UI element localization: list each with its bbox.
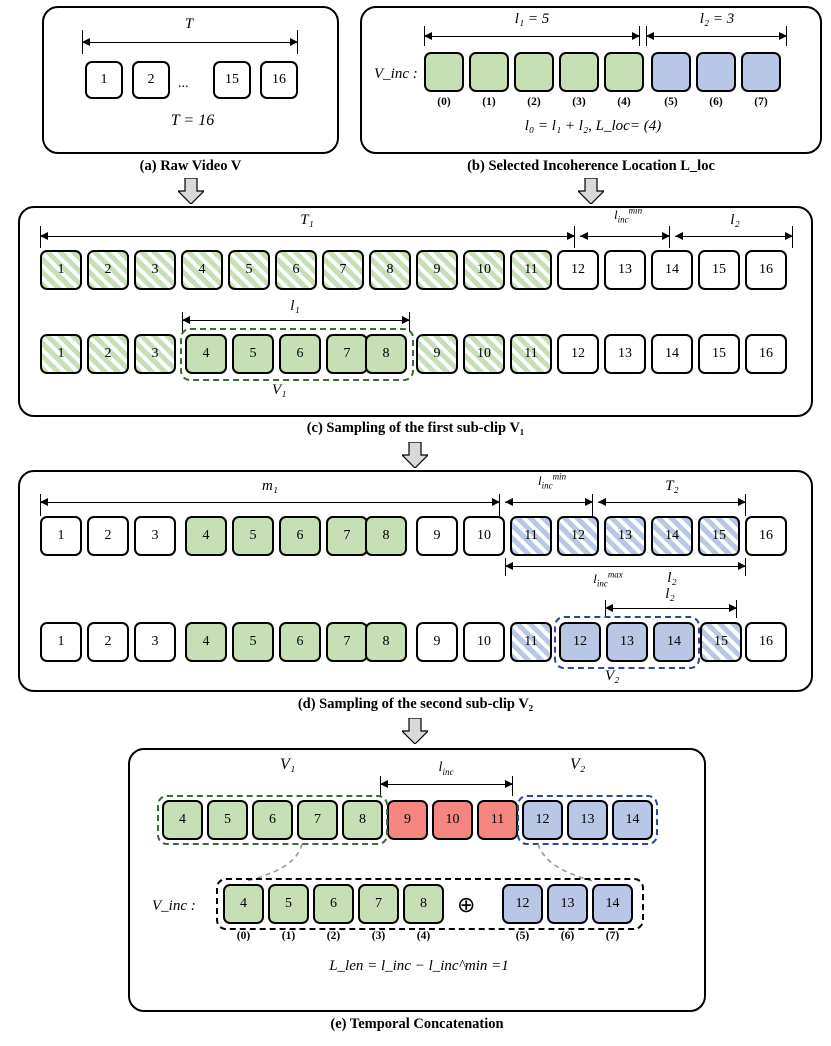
- concat-plus-icon: ⊕: [457, 892, 476, 917]
- cell-c2-1: 1: [40, 334, 82, 374]
- measure-a-T-tick-left: [82, 30, 83, 54]
- measure-b-l1-label: l₁ = 5: [514, 11, 550, 27]
- panel-e-vinc-label: V_inc :: [152, 898, 196, 914]
- cell-d1-1: 1: [40, 516, 82, 556]
- cell-c2-6: 6: [279, 334, 321, 374]
- cell-d1-5: 5: [232, 516, 274, 556]
- measure-d-lincmin-tick-right: [592, 494, 593, 516]
- cell-d2-14: 14: [653, 622, 695, 662]
- measure-b-l1-tick-left: [424, 26, 425, 46]
- measure-d-lincmax-label: $l_{inc}^{max}$: [593, 570, 623, 589]
- measure-c-T1-label: T₁: [300, 212, 314, 228]
- panel-b: [360, 6, 822, 154]
- cell-e2-14: 14: [592, 884, 633, 924]
- cell-e1-5: 5: [207, 800, 248, 840]
- measure-b-l1-line: [424, 36, 640, 37]
- cell-e1-14: 14: [612, 800, 653, 840]
- panel-e-label-v2: V₂: [570, 756, 586, 773]
- measure-a-T-tick-right: [297, 30, 298, 54]
- flow-arrow-a-to-c: [178, 178, 204, 204]
- cell-a-2: 2: [132, 61, 170, 99]
- cell-d2-5: 5: [232, 622, 274, 662]
- measure-d-m1-tick-left: [40, 494, 41, 516]
- group-box-v2: [517, 795, 658, 845]
- measure-c-lincmin-arrow-left: [580, 232, 588, 240]
- measure-c-T1-tick-left: [40, 226, 41, 248]
- cell-b-7: [741, 52, 781, 92]
- measure-b-l2-tick-right: [786, 26, 787, 46]
- index-b-3: (3): [572, 96, 586, 108]
- caption-a: (a) Raw Video V: [139, 158, 242, 174]
- cell-c2-15: 15: [698, 334, 740, 374]
- cell-d2-1: 1: [40, 622, 82, 662]
- measure-c-lincmin-label: $l_{inc}^{min}$: [613, 206, 643, 225]
- cell-d1-11: 11: [510, 516, 552, 556]
- cell-c2-3: 3: [134, 334, 176, 374]
- cell-d2-16: 16: [745, 622, 787, 662]
- measure-c-lincmin-line: [580, 236, 670, 237]
- measure-b-l2-tick-left: [646, 26, 647, 46]
- selection-label-v2: V₂: [605, 668, 620, 684]
- cell-c1-3: 3: [134, 250, 176, 290]
- index-e-6: (6): [560, 930, 575, 942]
- measure-d-T2-arrow-left: [598, 498, 606, 506]
- cell-d1-9: 9: [416, 516, 458, 556]
- index-b-0: (0): [437, 96, 451, 108]
- index-e-7: (7): [605, 930, 620, 942]
- measure-d-T2-tick-right: [745, 494, 746, 516]
- measure-d-lincmax-arrow-left: [505, 562, 513, 570]
- cell-e2-8: 8: [403, 884, 444, 924]
- cell-c1-1: 1: [40, 250, 82, 290]
- cell-d1-6: 6: [279, 516, 321, 556]
- measure-d-l2r1-label: l₂: [667, 570, 677, 586]
- cell-e1-10: 10: [432, 800, 473, 840]
- index-e-5: (5): [515, 930, 530, 942]
- measure-c-l1-label: l₁: [290, 298, 300, 314]
- flow-arrow-b-to-c: [578, 178, 604, 204]
- cell-e2-7: 7: [358, 884, 399, 924]
- cell-d2-12: 12: [559, 622, 601, 662]
- cell-c1-11: 11: [510, 250, 552, 290]
- measure-e-linc-tick-right: [512, 776, 513, 796]
- cell-c2-5: 5: [232, 334, 274, 374]
- cell-c1-14: 14: [651, 250, 693, 290]
- cell-b-5: [651, 52, 691, 92]
- measure-d-l2-line: [605, 608, 737, 609]
- cell-c2-12: 12: [557, 334, 599, 374]
- measure-c-l1-line: [182, 320, 410, 321]
- measure-c-T1-tick-right: [574, 226, 575, 248]
- cell-e2-4: 4: [223, 884, 264, 924]
- cell-e1-11: 11: [477, 800, 518, 840]
- concat-result-box: [216, 878, 644, 930]
- measure-d-T2-label: T₂: [665, 478, 679, 494]
- measure-c-l2-line: [675, 236, 793, 237]
- cell-c1-7: 7: [322, 250, 364, 290]
- measure-d-m1-line: [40, 502, 500, 503]
- index-b-2: (2): [527, 96, 541, 108]
- measure-c-lincmin-tick-right: [669, 226, 670, 248]
- measure-e-linc-arrow-left: [380, 780, 388, 788]
- cell-e1-4: 4: [162, 800, 203, 840]
- measure-a-T-line: [82, 42, 298, 43]
- measure-b-l1-tick-right: [639, 26, 640, 46]
- cell-c2-16: 16: [745, 334, 787, 374]
- measure-c-l2-arrow-left: [675, 232, 683, 240]
- cell-d1-15: 15: [698, 516, 740, 556]
- measure-b-l2-line: [646, 36, 787, 37]
- cell-e1-7: 7: [297, 800, 338, 840]
- measure-b-l1-arrow-left: [424, 32, 432, 40]
- panel-d: [18, 470, 813, 692]
- cell-d2-7: 7: [326, 622, 368, 662]
- panel-c: [18, 206, 813, 417]
- cell-c1-15: 15: [698, 250, 740, 290]
- cell-c2-13: 13: [604, 334, 646, 374]
- measure-d-m1-label: m₁: [261, 478, 279, 494]
- cell-d1-10: 10: [463, 516, 505, 556]
- measure-b-l2-arrow-left: [646, 32, 654, 40]
- panel-a: [42, 6, 339, 154]
- cell-e1-9: 9: [387, 800, 428, 840]
- cell-b-3: [559, 52, 599, 92]
- cell-e1-6: 6: [252, 800, 293, 840]
- selection-box-v1: [180, 328, 414, 381]
- cell-e2-6: 6: [313, 884, 354, 924]
- index-b-5: (5): [664, 96, 678, 108]
- measure-e-linc-tick-left: [380, 776, 381, 796]
- panel-b-bottom-label: l₀ = l₁ + l₂, L_loc= (4): [524, 118, 662, 134]
- cell-c1-9: 9: [416, 250, 458, 290]
- cell-b-0: [424, 52, 464, 92]
- cell-d2-15: 15: [700, 622, 742, 662]
- caption-e: (e) Temporal Concatenation: [330, 1016, 504, 1032]
- index-e-1: (1): [281, 930, 296, 942]
- measure-a-T-arrow-left: [82, 38, 90, 46]
- measure-e-linc-line: [380, 784, 513, 785]
- cell-d2-2: 2: [87, 622, 129, 662]
- measure-d-l2-label: l₂: [665, 586, 675, 602]
- cell-d2-10: 10: [463, 622, 505, 662]
- cell-d2-11: 11: [510, 622, 552, 662]
- cell-e1-13: 13: [567, 800, 608, 840]
- cell-e1-8: 8: [342, 800, 383, 840]
- cell-d2-13: 13: [606, 622, 648, 662]
- cell-c1-10: 10: [463, 250, 505, 290]
- measure-d-T2-line: [598, 502, 746, 503]
- cell-d1-12: 12: [557, 516, 599, 556]
- panel-e-label-v1: V₁: [280, 756, 296, 773]
- group-box-v1: [157, 795, 388, 845]
- cell-b-6: [696, 52, 736, 92]
- cell-c2-8: 8: [365, 334, 407, 374]
- flow-arrow-c-to-d: [402, 442, 428, 468]
- cell-b-1: [469, 52, 509, 92]
- cell-a-15: 15: [213, 61, 251, 99]
- measure-d-lincmin-label: $l_{inc}^{min}$: [537, 472, 567, 491]
- index-b-6: (6): [709, 96, 723, 108]
- index-b-7: (7): [754, 96, 768, 108]
- cell-c1-2: 2: [87, 250, 129, 290]
- cell-d1-16: 16: [745, 516, 787, 556]
- cell-c1-13: 13: [604, 250, 646, 290]
- panel-a-bottom-label: T = 16: [170, 112, 215, 129]
- measure-c-l2-label: l₂: [730, 212, 740, 228]
- cell-a-16: 16: [260, 61, 298, 99]
- measure-d-lincmax-tick-right: [745, 558, 746, 576]
- index-e-2: (2): [326, 930, 341, 942]
- cell-c2-11: 11: [510, 334, 552, 374]
- cell-d1-13: 13: [604, 516, 646, 556]
- cell-b-4: [604, 52, 644, 92]
- cell-c1-6: 6: [275, 250, 317, 290]
- selection-box-v2: [554, 616, 700, 669]
- caption-d: (d) Sampling of the second sub-clip V₂: [297, 696, 534, 712]
- index-b-4: (4): [617, 96, 631, 108]
- cell-d2-3: 3: [134, 622, 176, 662]
- cell-d1-14: 14: [651, 516, 693, 556]
- measure-c-T1-line: [40, 236, 575, 237]
- cell-e1-12: 12: [522, 800, 563, 840]
- caption-b: (b) Selected Incoherence Location L_loc: [467, 158, 715, 174]
- measure-d-l2r1-line: [598, 566, 746, 567]
- cell-c1-8: 8: [369, 250, 411, 290]
- cell-c2-9: 9: [416, 334, 458, 374]
- measure-d-m1-tick-right: [499, 494, 500, 516]
- cell-a-ellipsis: ...: [178, 76, 189, 91]
- measure-e-linc-label: $l_{inc}$: [438, 760, 454, 777]
- measure-d-l2-arrow-left: [605, 604, 613, 612]
- cell-d2-6: 6: [279, 622, 321, 662]
- cell-d2-4: 4: [185, 622, 227, 662]
- panel-e: [128, 748, 706, 1012]
- index-e-4: (4): [416, 930, 431, 942]
- measure-a-T-label: T: [184, 16, 194, 32]
- cell-c2-10: 10: [463, 334, 505, 374]
- cell-e2-12: 12: [502, 884, 543, 924]
- measure-d-l2-tick-right: [736, 600, 737, 618]
- panel-e-bottom-label: L_len = l_inc − l_inc^min =1: [329, 958, 509, 974]
- cell-d1-3: 3: [134, 516, 176, 556]
- cell-d1-2: 2: [87, 516, 129, 556]
- cell-c2-4: 4: [185, 334, 227, 374]
- measure-d-lincmin-line: [505, 502, 593, 503]
- measure-c-l1-arrow-left: [182, 316, 190, 324]
- measure-b-l2-label: l₂ = 3: [699, 11, 735, 27]
- panel-b-vinc-label: V_inc :: [374, 66, 418, 82]
- cell-d2-8: 8: [365, 622, 407, 662]
- index-b-1: (1): [482, 96, 496, 108]
- cell-c2-2: 2: [87, 334, 129, 374]
- measure-d-m1-arrow-left: [40, 498, 48, 506]
- cell-d1-4: 4: [185, 516, 227, 556]
- cell-b-2: [514, 52, 554, 92]
- flow-arrow-d-to-e: [402, 718, 428, 744]
- measure-d-lincmax-tick-left: [505, 558, 506, 576]
- index-e-0: (0): [236, 930, 251, 942]
- measure-c-T1-arrow-left: [40, 232, 48, 240]
- cell-c1-5: 5: [228, 250, 270, 290]
- measure-d-lincmin-arrow-left: [505, 498, 513, 506]
- cell-c2-14: 14: [651, 334, 693, 374]
- cell-c1-12: 12: [557, 250, 599, 290]
- index-e-3: (3): [371, 930, 386, 942]
- cell-d1-8: 8: [365, 516, 407, 556]
- cell-d2-9: 9: [416, 622, 458, 662]
- selection-label-v1: V₁: [272, 382, 287, 398]
- cell-d1-7: 7: [326, 516, 368, 556]
- cell-c1-16: 16: [745, 250, 787, 290]
- measure-c-l1-tick-left: [182, 312, 183, 332]
- caption-c: (c) Sampling of the first sub-clip V₁: [306, 420, 525, 436]
- cell-e2-5: 5: [268, 884, 309, 924]
- cell-c1-4: 4: [181, 250, 223, 290]
- cell-e2-13: 13: [547, 884, 588, 924]
- cell-a-1: 1: [85, 61, 123, 99]
- measure-c-l2-tick-right: [792, 226, 793, 248]
- cell-c2-7: 7: [326, 334, 368, 374]
